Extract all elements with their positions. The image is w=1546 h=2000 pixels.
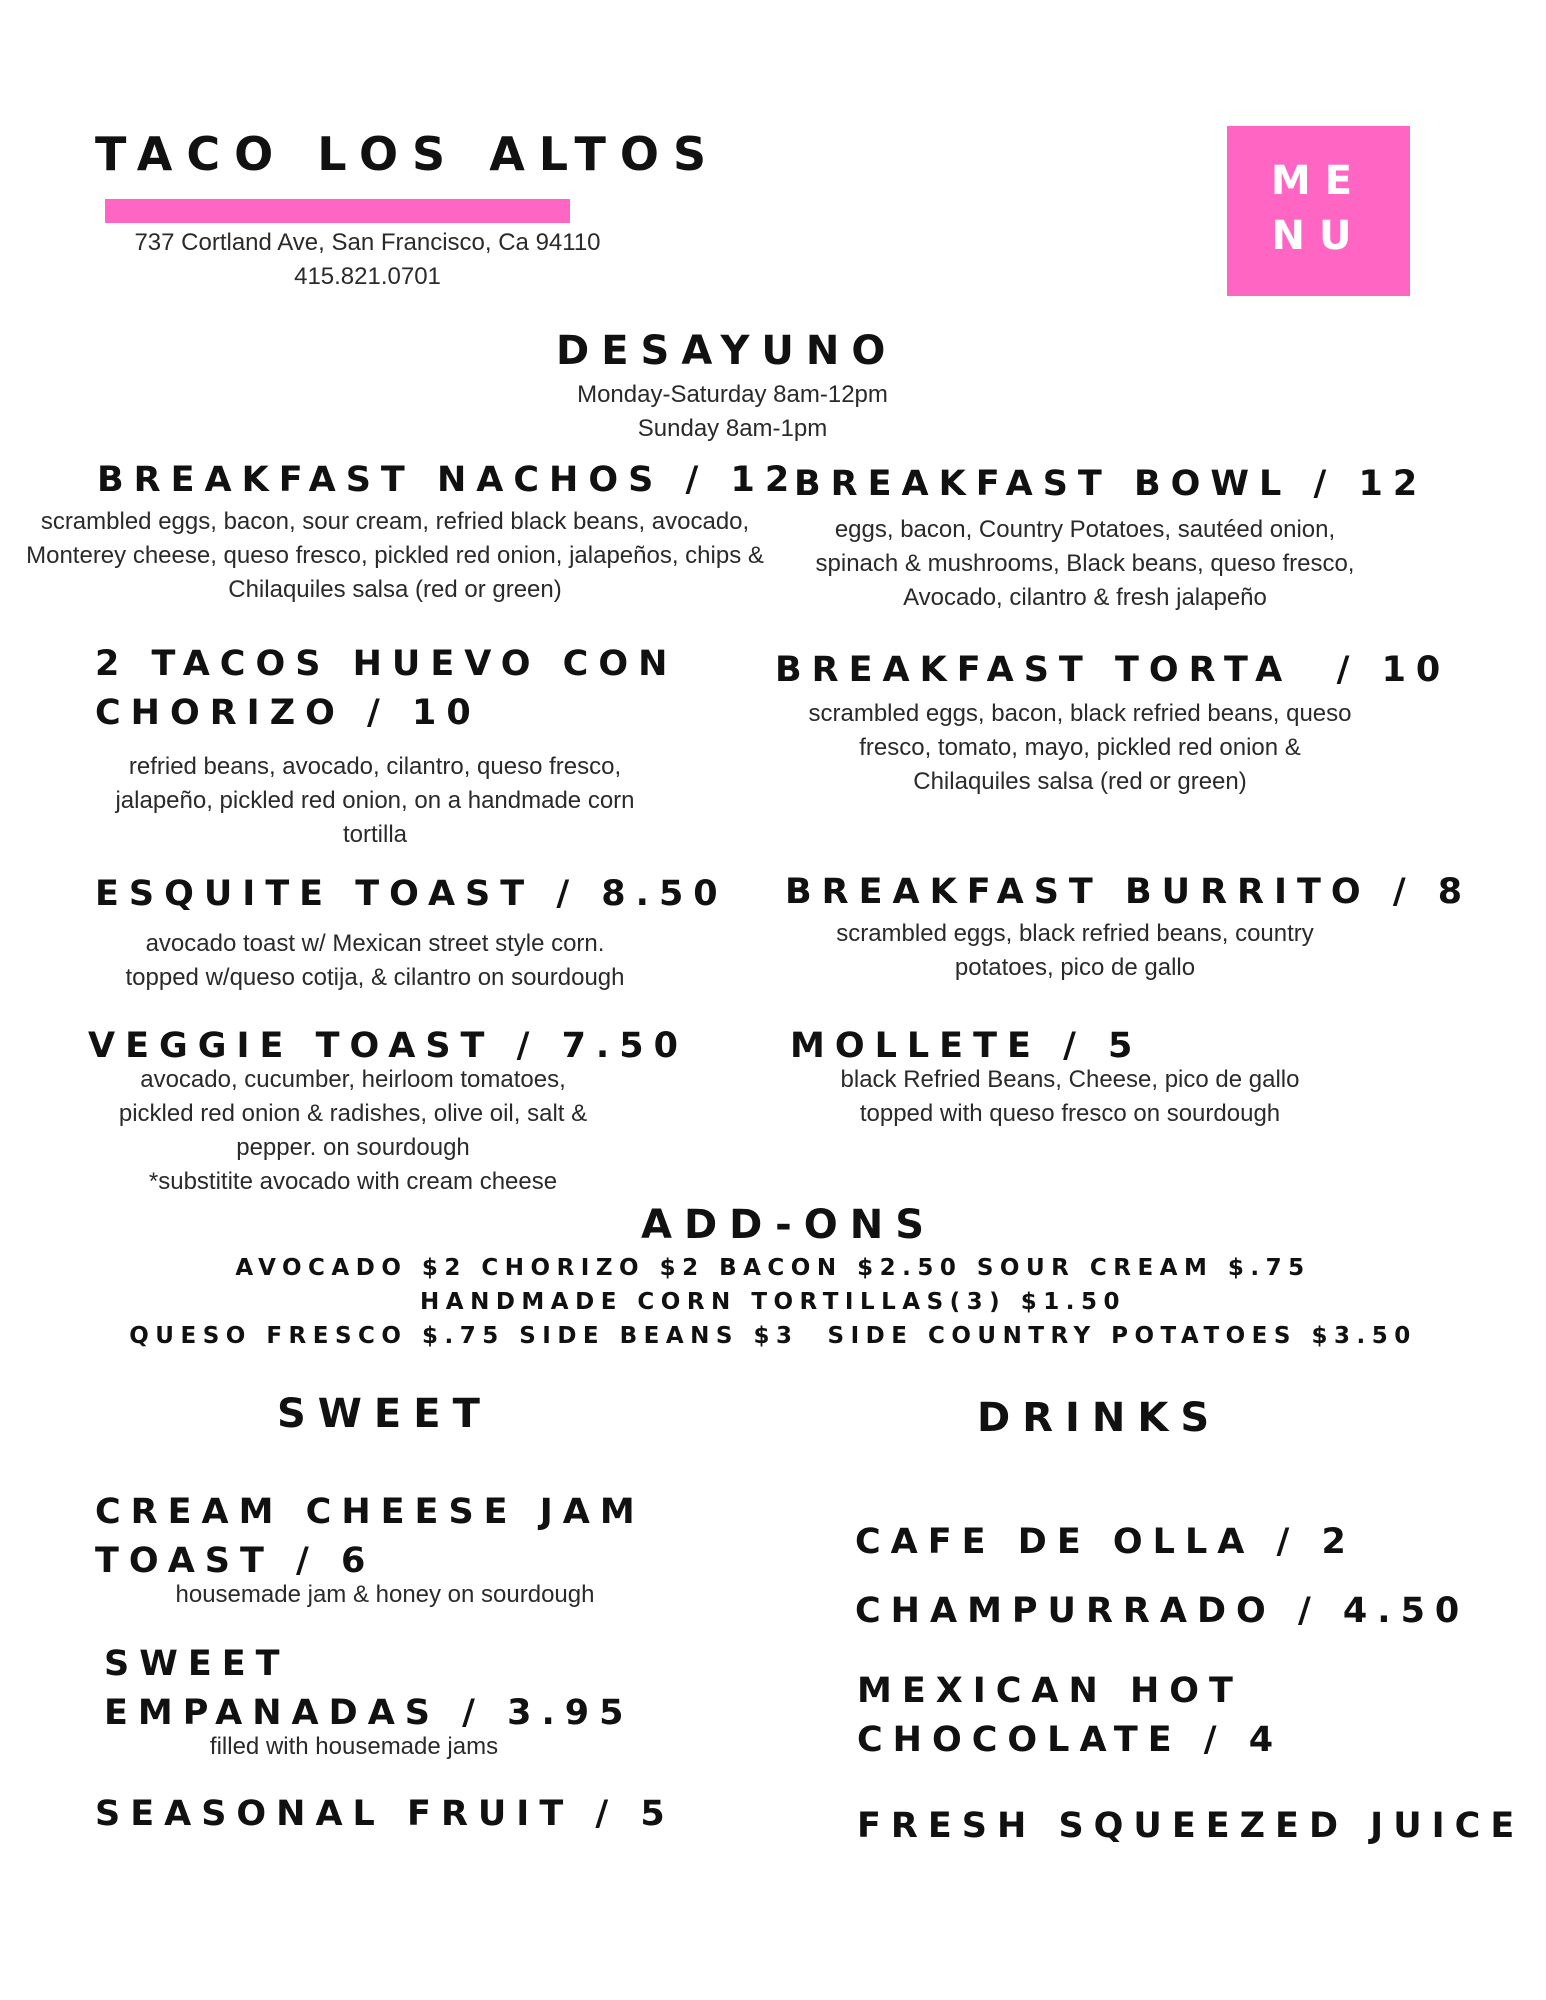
item-description: housemade jam & honey on sourdough	[175, 1581, 595, 1608]
item-description: black Refried Beans, Cheese, pico de gallo topped with queso fresco on sourdough	[840, 1066, 1300, 1127]
section-title-drinks: DRINKS	[977, 1395, 1222, 1441]
item-title: CHAMPURRADO / 4.50	[855, 1591, 1470, 1631]
menu-item-esquite-toast	[95, 870, 728, 995]
item-title: BREAKFAST TORTA / 10	[775, 650, 1451, 690]
item-description: filled with housemade jams	[209, 1733, 499, 1760]
item-description: scrambled eggs, black refried beans, country potatoes, pico de gallo	[836, 920, 1314, 981]
menu-item-fresh-squeezed-juice	[857, 1802, 1537, 1851]
item-title: VEGGIE TOAST / 7.50	[88, 1026, 688, 1066]
item-title: FRESH SQUEEZED JUICE	[857, 1806, 1525, 1846]
menu-badge-line-1: ME	[1270, 158, 1367, 204]
item-description: refried beans, avocado, cilantro, queso fresco, jalapeño, pickled red onion, on a handmade corn tortilla	[115, 753, 635, 848]
section-title-sweet: SWEET	[277, 1391, 492, 1437]
menu-item-breakfast-burrito	[785, 868, 1505, 985]
item-title: MOLLETE / 5	[790, 1026, 1143, 1066]
item-description: scrambled eggs, bacon, sour cream, refried black beans, avocado, Monterey cheese, queso fresco, pickled red onion, jalapeños, chips & Chilaquiles salsa (red or green)	[26, 508, 764, 603]
menu-item-mexican-hot-chocolate	[857, 1667, 1507, 1765]
add-ons-line: QUESO FRESCO $.75 SIDE BEANS $3 SIDE COUNTRY POTATOES $3.50	[129, 1323, 1417, 1349]
menu-badge-line-2: NU	[1271, 213, 1366, 259]
item-description: avocado toast w/ Mexican street style corn. topped w/queso cotija, & cilantro on sourdough	[125, 930, 625, 991]
menu-item-cream-cheese-jam-toast	[95, 1488, 715, 1612]
phone-number: 415.821.0701	[294, 263, 441, 290]
address: 737 Cortland Ave, San Francisco, Ca 94110 415.821.0701	[105, 226, 630, 294]
menu-item-mollete	[790, 1022, 1440, 1131]
item-title: BREAKFAST NACHOS / 12	[97, 460, 800, 500]
item-title: CHORIZO / 10	[95, 693, 481, 733]
menu-item-sweet-empanadas	[104, 1640, 724, 1764]
item-title: MEXICAN HOT	[857, 1671, 1243, 1711]
item-title: CAFE DE OLLA / 2	[855, 1522, 1356, 1562]
restaurant-title: TACO LOS ALTOS	[95, 127, 721, 181]
item-title: EMPANADAS / 3.95	[104, 1693, 634, 1733]
item-title: SEASONAL FRUIT / 5	[95, 1794, 675, 1834]
item-title: TOAST / 6	[95, 1541, 376, 1581]
item-description: scrambled eggs, bacon, black refried beans, queso fresco, tomato, mayo, pickled red onion & Chilaquiles salsa (red or green)	[808, 700, 1352, 795]
add-ons-line: HANDMADE CORN TORTILLAS(3) $1.50	[420, 1289, 1126, 1315]
menu-item-seasonal-fruit	[95, 1790, 715, 1839]
add-ons-line: AVOCADO $2 CHORIZO $2 BACON $2.50 SOUR CREAM $.75	[235, 1255, 1311, 1281]
item-title: CHOCOLATE / 4	[857, 1720, 1284, 1760]
menu-badge	[1227, 126, 1410, 296]
item-title: 2 TACOS HUEVO CON	[95, 644, 678, 684]
section-title-desayuno: DESAYUNO	[556, 328, 898, 374]
section-title-add-ons: ADD-ONS	[641, 1202, 936, 1248]
item-title: BREAKFAST BURRITO / 8	[785, 872, 1473, 912]
menu-item-veggie-toast	[88, 1022, 708, 1199]
item-title: CREAM CHEESE JAM	[95, 1492, 645, 1532]
menu-item-cafe-de-olla	[855, 1518, 1505, 1567]
item-description: eggs, bacon, Country Potatoes, sautéed onion, spinach & mushrooms, Black beans, queso fresco, Avocado, cilantro & fresh jalapeño	[815, 516, 1355, 611]
menu-item-champurrado	[855, 1587, 1505, 1636]
item-title: SWEET	[104, 1644, 290, 1684]
item-title: BREAKFAST BOWL / 12	[794, 464, 1428, 504]
menu-item-breakfast-nachos	[10, 456, 800, 607]
menu-item-tacos-huevo-con-chorizo	[95, 640, 695, 852]
desayuno-hours: Monday-Saturday 8am-12pm Sunday 8am-1pm	[577, 381, 888, 442]
item-description: avocado, cucumber, heirloom tomatoes, pickled red onion & radishes, olive oil, salt & pepper. on sourdough *substitite avocado with cream cheese	[118, 1066, 588, 1195]
menu-item-breakfast-bowl	[790, 460, 1490, 615]
menu-item-breakfast-torta	[775, 646, 1495, 799]
add-ons-list	[0, 1251, 1546, 1353]
item-title: ESQUITE TOAST / 8.50	[95, 874, 728, 914]
title-underline-bar	[105, 199, 570, 223]
